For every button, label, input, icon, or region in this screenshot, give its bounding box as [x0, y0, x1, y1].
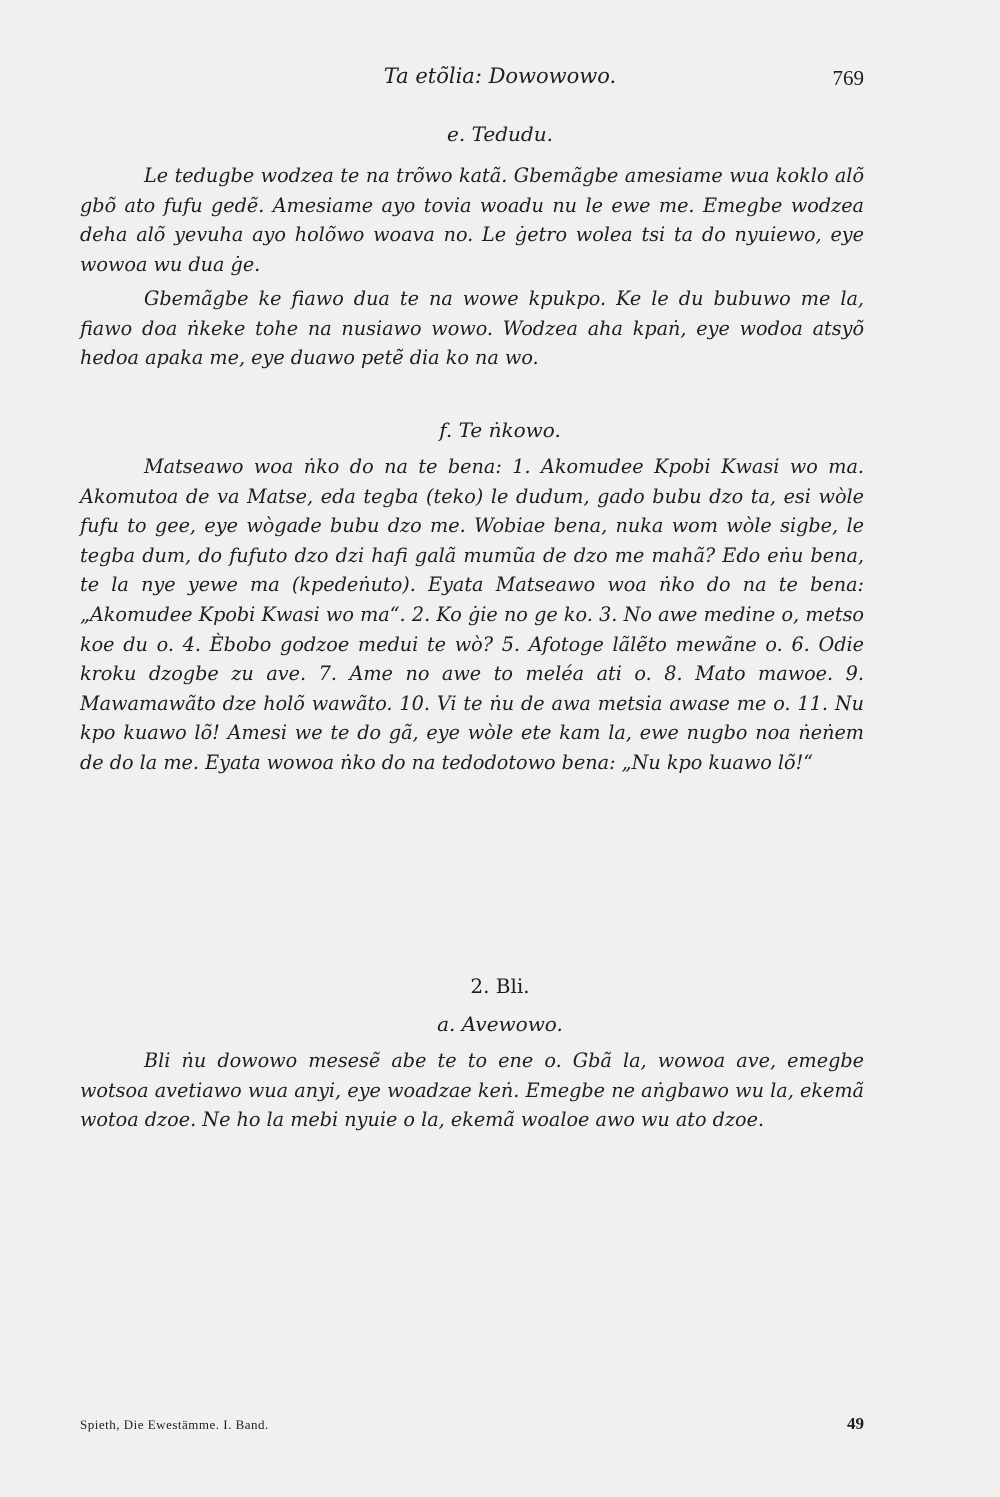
- paragraph: Gbemãgbe ke fiawo dua te na wowe kpukpo. Ke le du bubuwo me la, fiawo doa ṅkeke tohe na nusiawo wowo. Wodzea aha kpaṅ, eye wodoa atsyõ hedoa apaka me, eye duawo petẽ dia ko na wo.: [80, 287, 864, 370]
- paragraph: Matseawo woa ṅko do na te bena: 1. Akomudee Kpobi Kwasi wo ma. Akomutoa de va Matse, eda tegba (teko) le dudum, gado bubu dzo ta, esi wòle fufu to gee, eye wògade bubu dzo me. Wobiae bena, nuka wom wòle sigbe, le tegba dum, do fufuto dzo dzi hafi galã mumũa de dzo me mahã? Edo eṅu bena, te la nye yewe ma (kpedeṅuto). Eyata Matseawo woa ṅko do na te bena: „Akomudee Kpobi Kwasi wo ma“. 2. Ko ġie no ge ko. 3. No awe medine o, metso koe du o. 4. Èbobo godzoe medui te wò? 5. Afotoge lãlẽto mewãne o. 6. Odie kroku dzogbe zu ave. 7. Ame no awe to meléa ati o. 8. Mato mawoe. 9. Mawamawãto dze holõ wawãto. 10. Vi te ṅu de awa metsia awase me o. 11. Nu kpo kuawo lõ! Amesi we te do gã, eye wòle ete kam la, ewe nugbo noa ṅeṅem de do la me. Eyata wowoa ṅko do na tedodotowo bena: „Nu kpo kuawo lõ!“: [80, 455, 864, 774]
- paragraph: Bli ṅu dowowo mesesẽ abe te to ene o. Gbã la, wowoa ave, emegbe wotsoa avetiawo wua anyi, eye woadzae keṅ. Emegbe ne aṅgbawo wu la, ekemã wotoa dzoe. Ne ho la mebi nyuie o la, ekemã woaloe awo wu ato dzoe.: [80, 1049, 864, 1132]
- section-heading-e: e. Tedudu.: [447, 122, 553, 146]
- section-subheading-a: a. Avewowo.: [437, 1012, 563, 1036]
- footer-sheet-number: 49: [847, 1414, 864, 1433]
- page-number: 769: [832, 66, 864, 90]
- footer-book-reference: Spieth, Die Ewestämme. I. Band.: [80, 1417, 269, 1432]
- chapter-heading-text: 2. Bli.: [470, 974, 530, 998]
- paragraph: Le tedugbe wodzea te na trõwo katã. Gbemãgbe amesiame wua koklo alõ gbõ ato fufu gedẽ. Amesiame ayo tovia woadu nu le ewe me. Emegbe wodzea deha alõ yevuha ayo holõwo woava no. Le ġetro wolea tsi ta do nyuiewo, eye wowoa wu dua ġe.: [80, 164, 864, 276]
- section-heading-f: f. Te ṅkowo.: [439, 418, 561, 442]
- running-title: Ta etõlia: Dowowowo.: [383, 64, 617, 88]
- chapter-heading-bli: [0, 974, 1000, 998]
